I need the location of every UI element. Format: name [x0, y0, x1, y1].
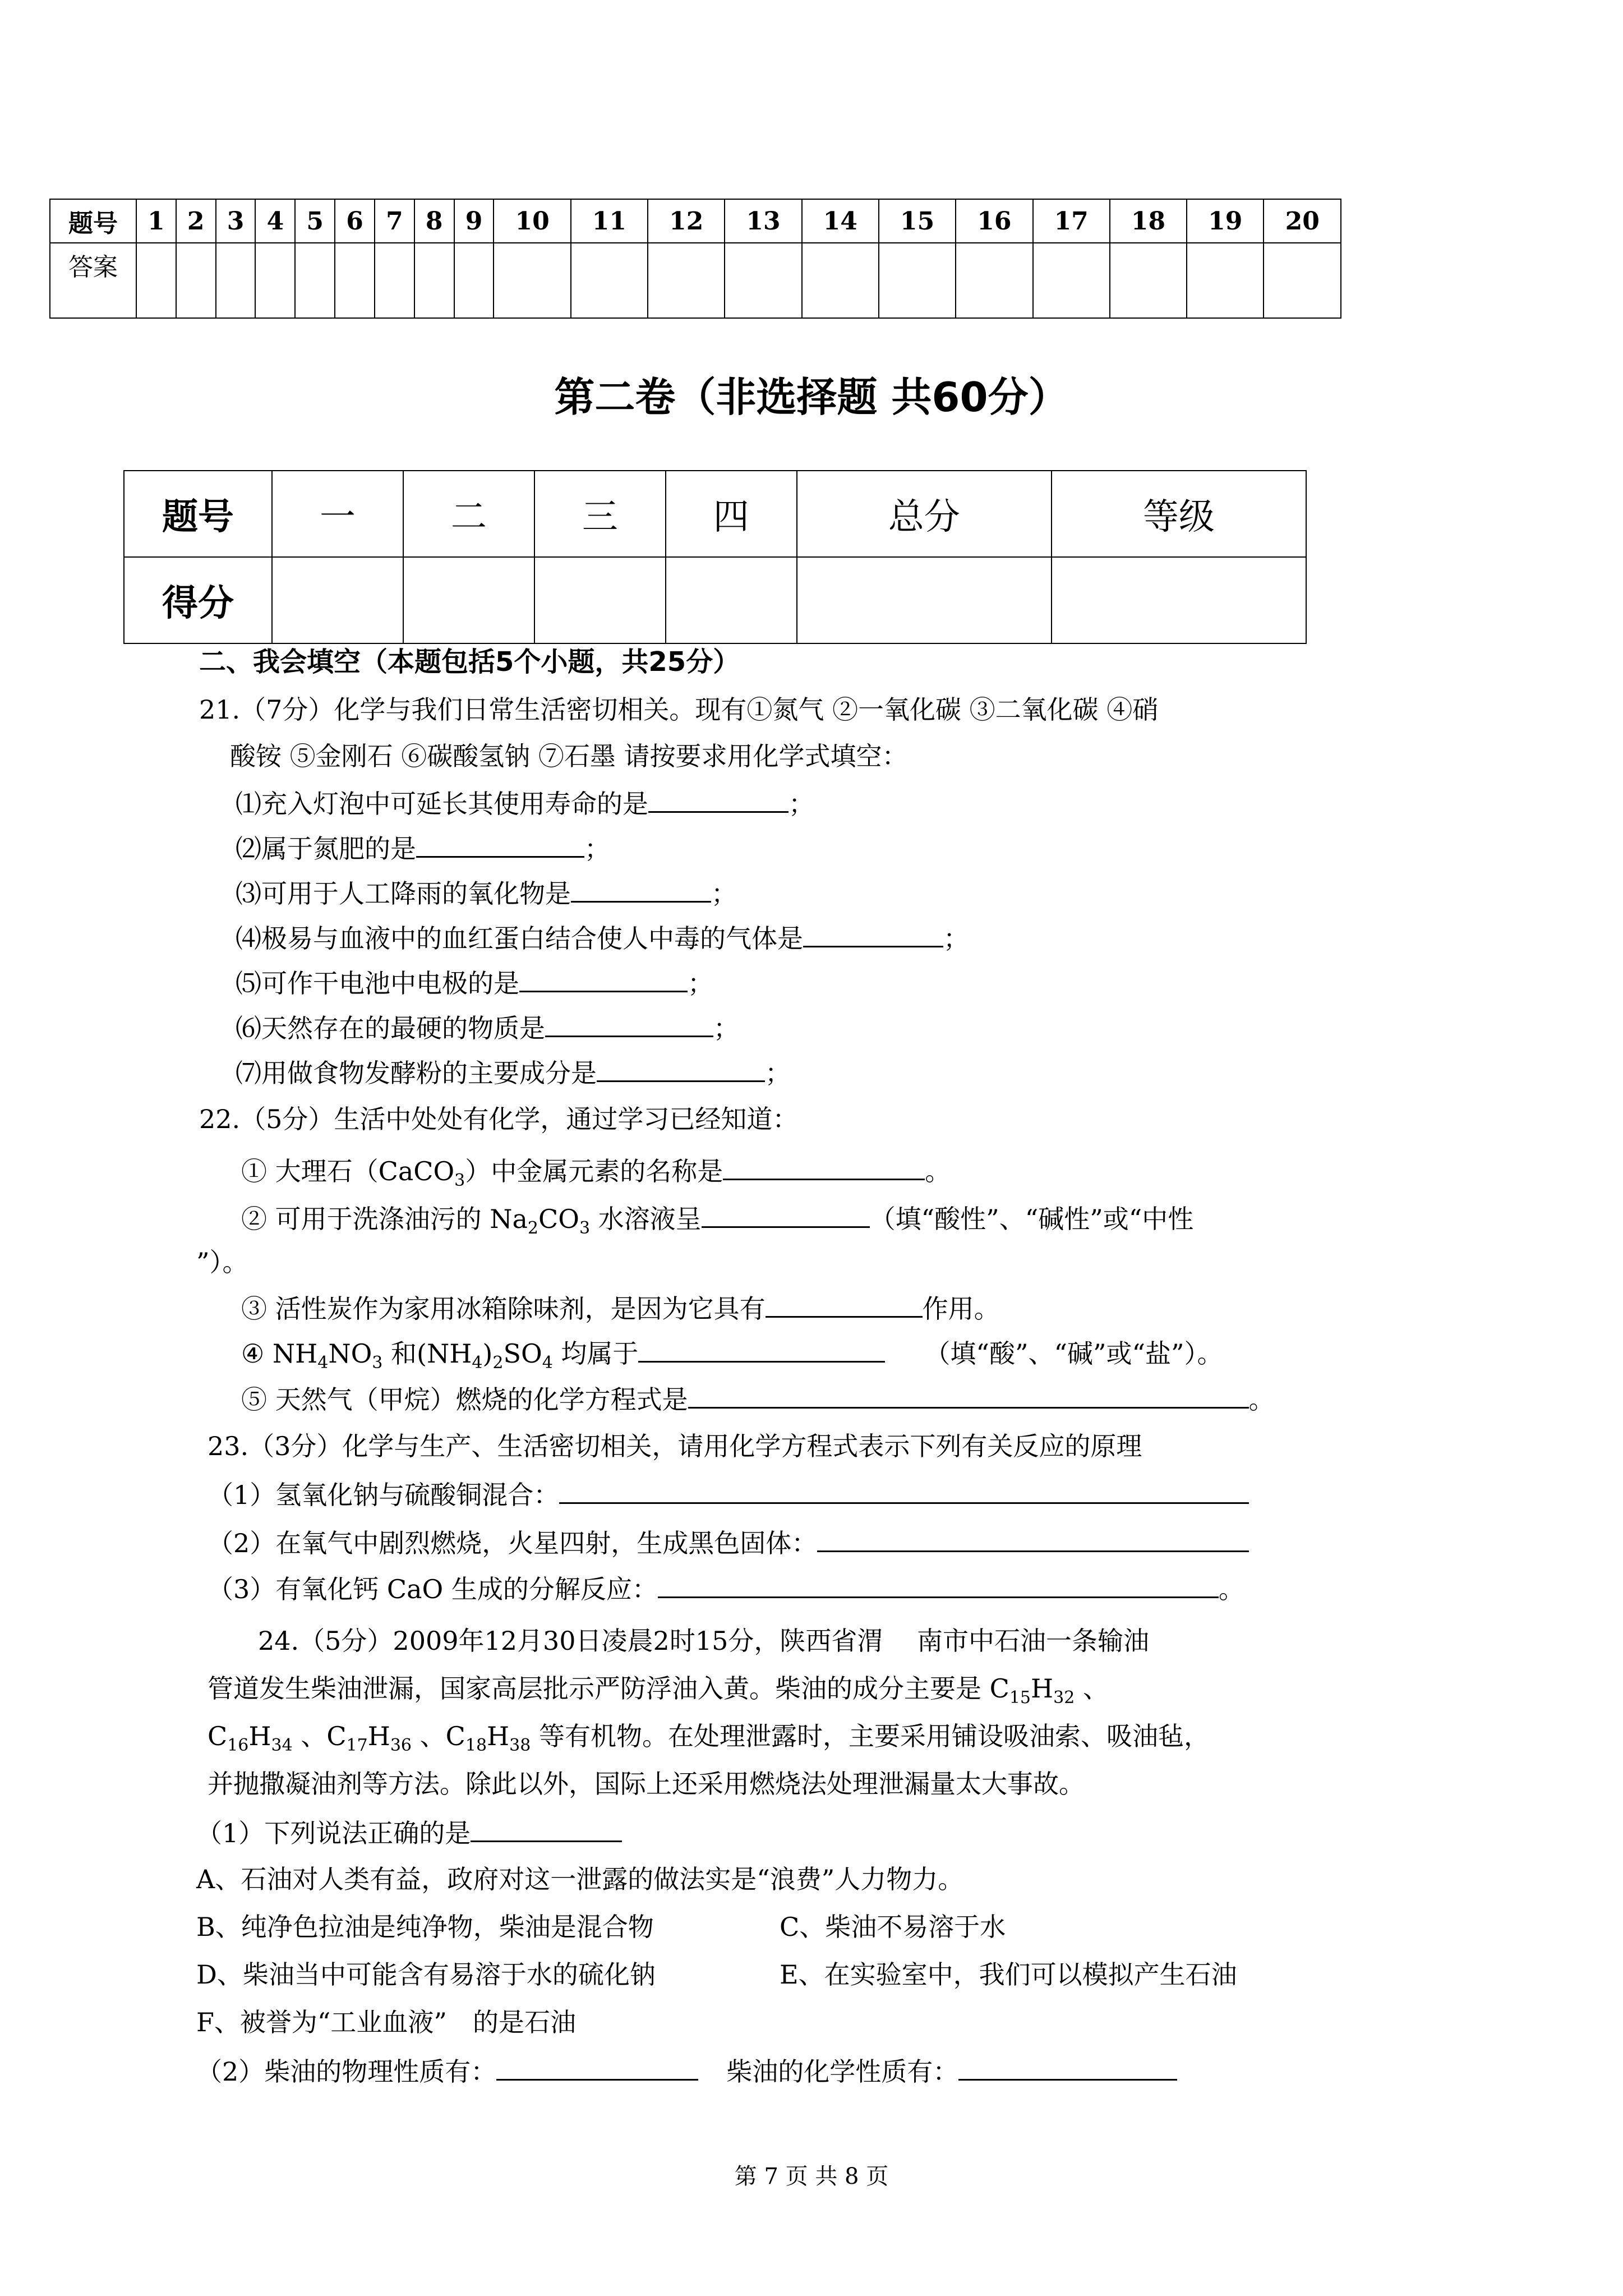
question-number: 13 [725, 199, 801, 243]
score-row-label: 得分 [124, 557, 272, 643]
q21-item-5: ⑸可作干电池中电极的是 ； [236, 965, 713, 1000]
q21-line1: 21.（7分）化学与我们日常生活密切相关。现有①氮气 ②一氧化碳 ③二氧化碳 ④硝 [199, 694, 1159, 725]
answer-cell[interactable] [136, 243, 176, 318]
q22-item-2: ② 可用于洗涤油污的 $Na_2CO_3$ 水溶液呈 （填“酸性”、“碱性”或“中性 [241, 1200, 1193, 1245]
answer-blank[interactable] [958, 2053, 1177, 2081]
question-number: 12 [648, 199, 725, 243]
answer-cell[interactable] [1033, 243, 1110, 318]
answer-blank[interactable] [702, 1200, 870, 1228]
q21-item-7: ⑺用做食物发酵粉的主要成分是 ； [236, 1055, 791, 1090]
question-number: 10 [494, 199, 570, 243]
answer-blank[interactable] [638, 1335, 885, 1363]
q24-option-f: F、被誉为“工业血液” 的是石油 [196, 2007, 576, 2037]
answer-cell[interactable] [1110, 243, 1187, 318]
score-header-cell: 等级 [1052, 471, 1306, 557]
answer-blank[interactable] [496, 2053, 698, 2081]
answer-cell[interactable] [648, 243, 725, 318]
question-number: 14 [802, 199, 879, 243]
question-number: 7 [375, 199, 414, 243]
question-number: 8 [414, 199, 454, 243]
answer-cell[interactable] [295, 243, 335, 318]
answer-cell[interactable] [879, 243, 956, 318]
q23-item-1: （1）氢氧化钠与硫酸铜混合： [208, 1476, 1249, 1512]
answer-grid-table [49, 199, 1341, 319]
answer-blank[interactable] [571, 875, 711, 903]
q22-line1: 22.（5分）生活中处处有化学，通过学习已经知道： [199, 1104, 799, 1134]
answer-blank[interactable] [648, 785, 789, 813]
question-number: 16 [956, 199, 1032, 243]
score-table-score-row [124, 557, 1306, 643]
q21-item-1: ⑴充入灯泡中可延长其使用寿命的是 ； [236, 785, 814, 821]
q24-line1: 24.（5分）2009年12月30日凌晨2时15分，陕西省渭 南市中石油一条输油 [258, 1626, 1149, 1656]
score-header-cell: 总分 [797, 471, 1052, 557]
q24-line2: 管道发生柴油泄漏，国家高层批示严防浮油入黄。柴油的成分主要是 $C_{15}H_{32}$ 、 [208, 1673, 1109, 1708]
answer-blank[interactable] [803, 920, 943, 947]
section-title: 第二卷（非选择题 共60分） [554, 374, 1069, 421]
q21-line2: 酸铵 ⑤金刚石 ⑥碳酸氢钠 ⑦石墨 请按要求用化学式填空： [230, 741, 908, 771]
answer-cell[interactable] [1187, 243, 1264, 318]
answer-blank[interactable] [723, 1153, 925, 1180]
question-number: 9 [454, 199, 494, 243]
q23-line1: 23.（3分）化学与生产、生活密切相关，请用化学方程式表示下列有关反应的原理 [208, 1431, 1142, 1461]
answer-cell[interactable] [414, 243, 454, 318]
score-header-cell: 一 [272, 471, 403, 557]
answer-cell[interactable] [956, 243, 1032, 318]
answer-blank[interactable] [658, 1571, 1219, 1598]
score-cell[interactable] [403, 557, 534, 643]
score-cell[interactable] [534, 557, 666, 643]
answer-cell[interactable] [375, 243, 414, 318]
q24-option-e: E、在实验室中，我们可以模拟产生石油 [780, 1959, 1237, 1990]
q22-item-4: ④ $NH_4NO_3$ 和$(NH_4)_2SO_4$ 均属于 （填“酸”、“碱”或“盐”）。 [241, 1335, 1223, 1380]
answer-blank[interactable] [559, 1476, 1249, 1504]
answer-cell[interactable] [571, 243, 648, 318]
q23-item-3: （3）有氧化钙 CaO 生成的分解反应： 。 [208, 1571, 1244, 1606]
answer-blank[interactable] [416, 830, 584, 858]
answer-grid-answer-row [50, 243, 1341, 318]
q24-line3: $C_{16}H_{34}$ 、$C_{17}H_{36}$ 、$C_{18}H_{38}$ 等有机物。在处理泄露时，主要采用铺设吸油索、吸油毡， [208, 1721, 1210, 1756]
answer-cell[interactable] [494, 243, 570, 318]
score-header-cell: 三 [534, 471, 666, 557]
answer-cell[interactable] [725, 243, 801, 318]
question-number: 18 [1110, 199, 1187, 243]
q22-item-5: ⑤ 天然气（甲烷）燃烧的化学方程式是 。 [241, 1381, 1275, 1416]
q24-option-c: C、柴油不易溶于水 [780, 1912, 1006, 1942]
question-number: 1 [136, 199, 176, 243]
answer-cell[interactable] [335, 243, 375, 318]
answer-blank[interactable] [688, 1381, 1249, 1409]
answer-blank[interactable] [597, 1055, 765, 1082]
q22-item-1: ① 大理石（CaCO$_3$）中金属元素的名称是 。 [241, 1153, 951, 1198]
answer-cell[interactable] [1264, 243, 1341, 318]
question-number: 15 [879, 199, 956, 243]
q24-option-d: D、柴油当中可能含有易溶于水的硫化钠 [196, 1959, 656, 1990]
q24-line4: 并抛撒凝油剂等方法。除此以外，国际上还采用燃烧法处理泄漏量太大事故。 [208, 1769, 1085, 1799]
score-cell[interactable] [797, 557, 1052, 643]
answer-blank[interactable] [766, 1290, 923, 1318]
q24-sub1: （1）下列说法正确的是 [196, 1815, 622, 1850]
answer-cell[interactable] [802, 243, 879, 318]
q22-item-2-cont: ”）。 [196, 1247, 248, 1277]
q24-sub2: （2）柴油的物理性质有： 柴油的化学性质有： [196, 2053, 1177, 2088]
q21-item-2: ⑵属于氮肥的是 ； [236, 830, 610, 866]
answer-blank[interactable] [817, 1525, 1249, 1552]
question-number: 19 [1187, 199, 1264, 243]
score-table [123, 470, 1307, 644]
question-number: 4 [255, 199, 295, 243]
answer-grid-label-number: 题号 [50, 199, 136, 243]
answer-cell[interactable] [255, 243, 295, 318]
q24-option-a: A、石油对人类有益，政府对这一泄露的做法实是“浪费”人力物力。 [196, 1864, 964, 1894]
score-header-cell: 二 [403, 471, 534, 557]
answer-cell[interactable] [454, 243, 494, 318]
question-number: 11 [571, 199, 648, 243]
part2-heading: 二、我会填空（本题包括5个小题，共25分） [199, 646, 740, 678]
score-table-header-row [124, 471, 1306, 557]
score-cell[interactable] [272, 557, 403, 643]
page-footer: 第 7 页 共 8 页 [734, 2164, 889, 2189]
question-number: 20 [1264, 199, 1341, 243]
question-number: 2 [176, 199, 216, 243]
score-cell[interactable] [666, 557, 797, 643]
question-number: 3 [216, 199, 256, 243]
answer-blank[interactable] [471, 1815, 622, 1842]
q21-item-6: ⑹天然存在的最硬的物质是 ； [236, 1010, 739, 1045]
answer-blank[interactable] [519, 965, 688, 992]
q23-item-2: （2）在氧气中剧烈燃烧，火星四射，生成黑色固体： [208, 1525, 1249, 1560]
answer-grid-number-row [50, 199, 1341, 243]
question-number: 5 [295, 199, 335, 243]
answer-grid-label-answer: 答案 [50, 243, 136, 318]
q21-item-3: ⑶可用于人工降雨的氧化物是 ； [236, 875, 737, 910]
q21-item-4: ⑷极易与血液中的血红蛋白结合使人中毒的气体是 ； [236, 920, 969, 955]
q24-option-b: B、纯净色拉油是纯净物，柴油是混合物 [196, 1912, 654, 1942]
q22-item-3: ③ 活性炭作为家用冰箱除味剂，是因为它具有 作用。 [241, 1290, 1000, 1326]
score-header-cell: 四 [666, 471, 797, 557]
question-number: 17 [1033, 199, 1110, 243]
answer-cell[interactable] [216, 243, 256, 318]
score-cell[interactable] [1052, 557, 1306, 643]
score-header-label: 题号 [124, 471, 272, 557]
answer-blank[interactable] [545, 1010, 713, 1037]
question-number: 6 [335, 199, 375, 243]
answer-cell[interactable] [176, 243, 216, 318]
